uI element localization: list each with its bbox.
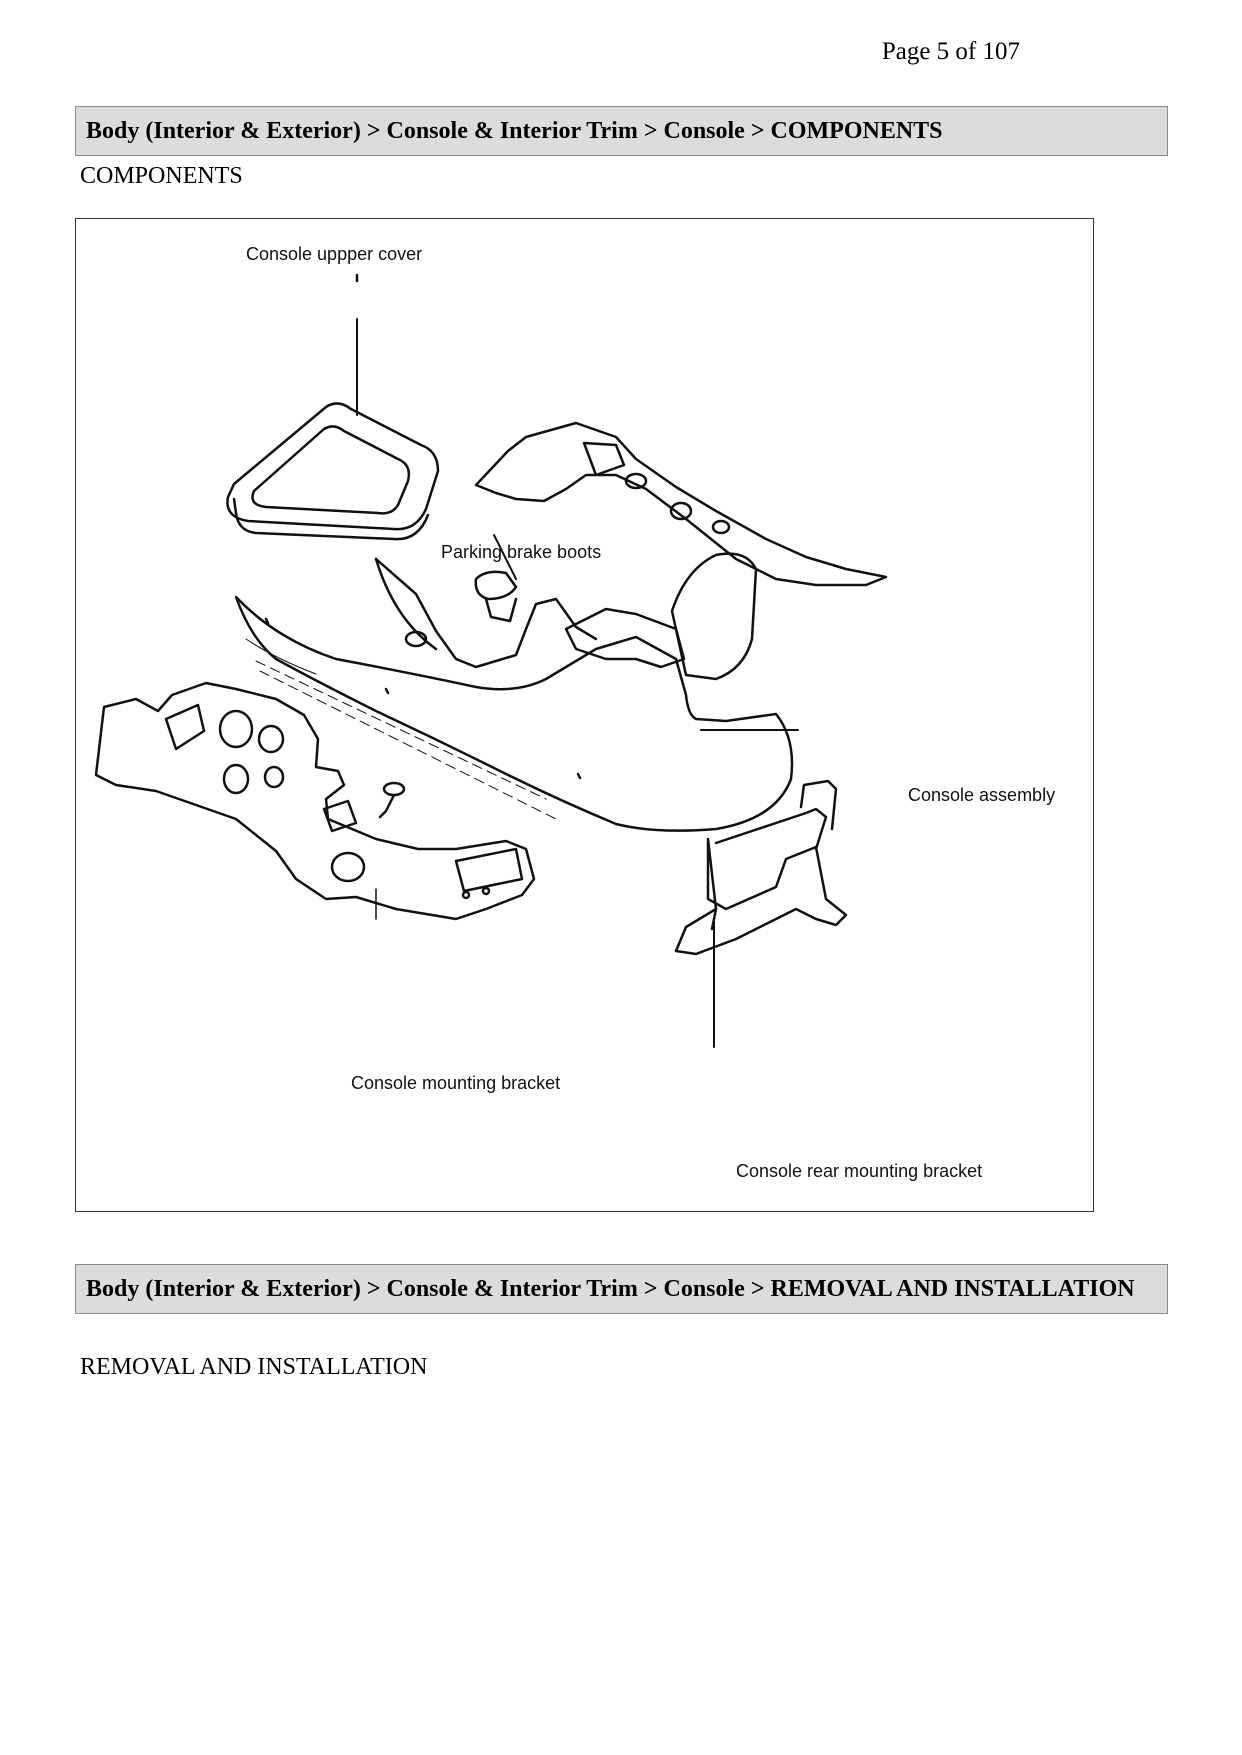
rear-bracket-part — [676, 781, 846, 1047]
page-number: Page 5 of 107 — [881, 38, 1020, 65]
label-console-rear-mounting-bracket: Console rear mounting bracket — [736, 1161, 983, 1181]
label-console-mounting-bracket: Console mounting bracket — [351, 1073, 561, 1093]
screw-part — [380, 783, 404, 817]
section-title-components: COMPONENTS — [80, 163, 243, 189]
console-exploded-drawing — [76, 219, 1093, 1211]
label-console-assembly: Console assembly — [908, 785, 1056, 805]
upper-cover-part — [227, 403, 438, 539]
section-title-removal: REMOVAL AND INSTALLATION — [80, 1354, 428, 1380]
console-assembly-part — [236, 554, 792, 831]
section-header-removal: Body (Interior & Exterior) > Console & Interior Trim > Console > REMOVAL AND INSTALLATION — [75, 1264, 1168, 1314]
components-diagram — [75, 218, 1094, 1212]
label-console-upper-cover: Console uppper cover — [246, 244, 423, 264]
section-header-components: Body (Interior & Exterior) > Console & Interior Trim > Console > COMPONENTS — [75, 106, 1168, 156]
label-parking-brake-boots: Parking brake boots — [441, 542, 602, 562]
mounting-bracket-part — [96, 683, 534, 919]
